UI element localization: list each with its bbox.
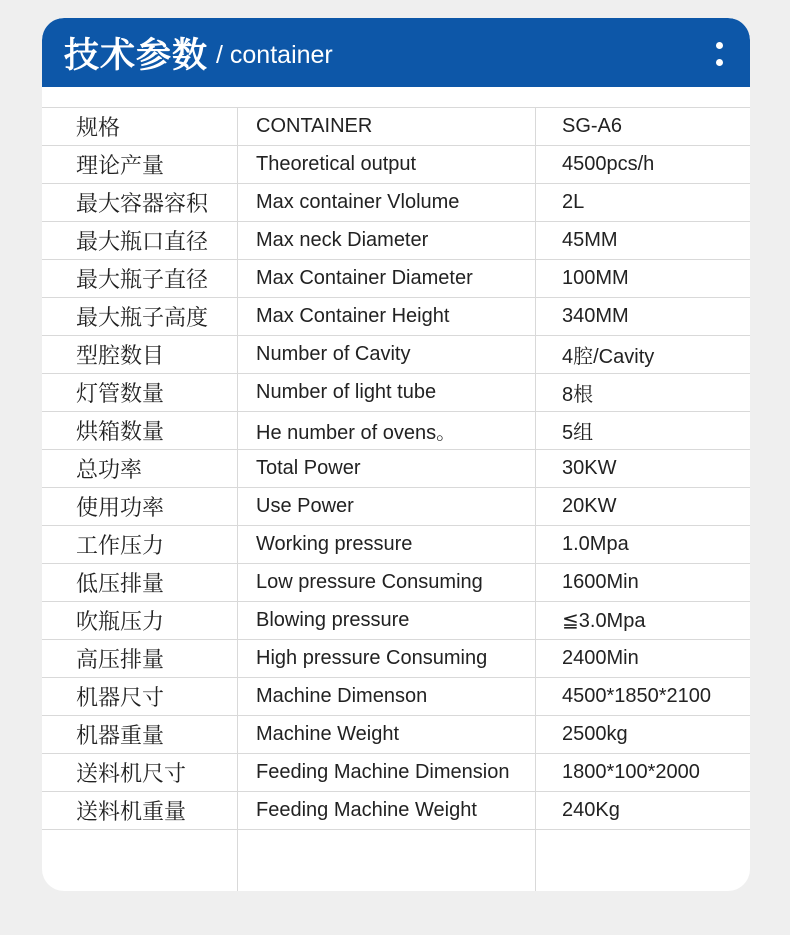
spec-value: 4腔/Cavity xyxy=(562,346,655,368)
menu-dot xyxy=(716,59,723,66)
table-row xyxy=(42,450,750,488)
spec-value: SG-A6 xyxy=(562,115,623,137)
table-row xyxy=(42,488,750,526)
table-row xyxy=(42,564,750,602)
spec-name-en: Use Power xyxy=(238,488,536,525)
spec-name-en: Low pressure Consuming xyxy=(238,564,536,601)
spec-value: 100MM xyxy=(562,267,629,289)
table-row xyxy=(42,412,750,450)
spec-name-cn: 低压排量 xyxy=(42,564,238,601)
spec-value: 2500kg xyxy=(562,723,628,745)
menu-dot xyxy=(716,42,723,49)
spec-name-cn: 最大瓶子直径 xyxy=(42,260,238,297)
table-row xyxy=(42,640,750,678)
spec-value: 5组 xyxy=(562,422,594,444)
table-row xyxy=(42,526,750,564)
spec-value: 4500*1850*2100 xyxy=(562,685,712,707)
spec-name-cn: 理论产量 xyxy=(42,146,238,183)
spec-value: 2L xyxy=(562,191,585,213)
header-bar xyxy=(42,18,750,87)
spec-name-cn: 型腔数目 xyxy=(42,336,238,373)
spec-name-en: Feeding Machine Dimension xyxy=(238,754,536,791)
spec-value: 2400Min xyxy=(562,647,639,669)
spec-value: 1800*100*2000 xyxy=(562,761,700,783)
spec-value: 30KW xyxy=(562,457,617,479)
header-spacer xyxy=(42,87,750,108)
spec-name-en: He number of ovens。 xyxy=(238,412,536,449)
spec-name-cn: 规格 xyxy=(42,108,238,145)
spec-name-en: Total Power xyxy=(238,450,536,487)
spec-card xyxy=(42,18,750,891)
table-row xyxy=(42,792,750,830)
table-row xyxy=(42,678,750,716)
table-row xyxy=(42,716,750,754)
spec-name-en: Blowing pressure xyxy=(238,602,536,639)
spec-value: 240Kg xyxy=(562,799,620,821)
spec-name-cn: 使用功率 xyxy=(42,488,238,525)
spec-name-en: Machine Weight xyxy=(238,716,536,753)
spec-value: 45MM xyxy=(562,229,618,251)
spec-value: 1.0Mpa xyxy=(562,533,629,555)
spec-name-cn: 工作压力 xyxy=(42,526,238,563)
spec-value: 340MM xyxy=(562,305,629,327)
spec-value: 8根 xyxy=(562,384,594,406)
spec-name-cn: 吹瓶压力 xyxy=(42,602,238,639)
table-row xyxy=(42,108,750,146)
empty-cell xyxy=(238,830,536,891)
spec-name-cn: 最大容器容积 xyxy=(42,184,238,221)
more-vertical-icon[interactable] xyxy=(714,42,724,66)
spec-name-en: Number of light tube xyxy=(238,374,536,411)
spec-name-cn: 灯管数量 xyxy=(42,374,238,411)
spec-name-en: Feeding Machine Weight xyxy=(238,792,536,829)
spec-name-cn: 机器尺寸 xyxy=(42,678,238,715)
spec-name-en: Max container Vlolume xyxy=(238,184,536,221)
table-row xyxy=(42,336,750,374)
table-row xyxy=(42,298,750,336)
spec-name-en: High pressure Consuming xyxy=(238,640,536,677)
spec-name-en: Max Container Diameter xyxy=(238,260,536,297)
spec-name-en: Max neck Diameter xyxy=(238,222,536,259)
table-row xyxy=(42,146,750,184)
spec-name-en: Machine Dimenson xyxy=(238,678,536,715)
table-row xyxy=(42,184,750,222)
spec-value: 20KW xyxy=(562,495,617,517)
page-title: 技术参数 xyxy=(64,35,209,76)
spec-name-en: Max Container Height xyxy=(238,298,536,335)
spec-name-en: Number of Cavity xyxy=(238,336,536,373)
spec-value: 1600Min xyxy=(562,571,639,593)
spec-name-en: Theoretical output xyxy=(238,146,536,183)
spec-name-cn: 总功率 xyxy=(42,450,238,487)
spec-value: ≦3.0Mpa xyxy=(562,610,646,632)
spec-name-en: Working pressure xyxy=(238,526,536,563)
spec-value: 4500pcs/h xyxy=(562,153,655,175)
table-row xyxy=(42,602,750,640)
spec-name-en: CONTAINER xyxy=(238,108,536,145)
table-row xyxy=(42,754,750,792)
page-subtitle: / container xyxy=(216,41,333,69)
empty-cell xyxy=(536,830,750,891)
spec-name-cn: 送料机尺寸 xyxy=(42,754,238,791)
table-row xyxy=(42,374,750,412)
spec-name-cn: 高压排量 xyxy=(42,640,238,677)
table-row xyxy=(42,260,750,298)
table-row xyxy=(42,222,750,260)
spec-name-cn: 送料机重量 xyxy=(42,792,238,829)
spec-name-cn: 最大瓶子高度 xyxy=(42,298,238,335)
spec-name-cn: 最大瓶口直径 xyxy=(42,222,238,259)
table-empty-row xyxy=(42,830,750,891)
spec-name-cn: 机器重量 xyxy=(42,716,238,753)
spec-table xyxy=(42,108,750,830)
spec-name-cn: 烘箱数量 xyxy=(42,412,238,449)
empty-cell xyxy=(42,830,238,891)
